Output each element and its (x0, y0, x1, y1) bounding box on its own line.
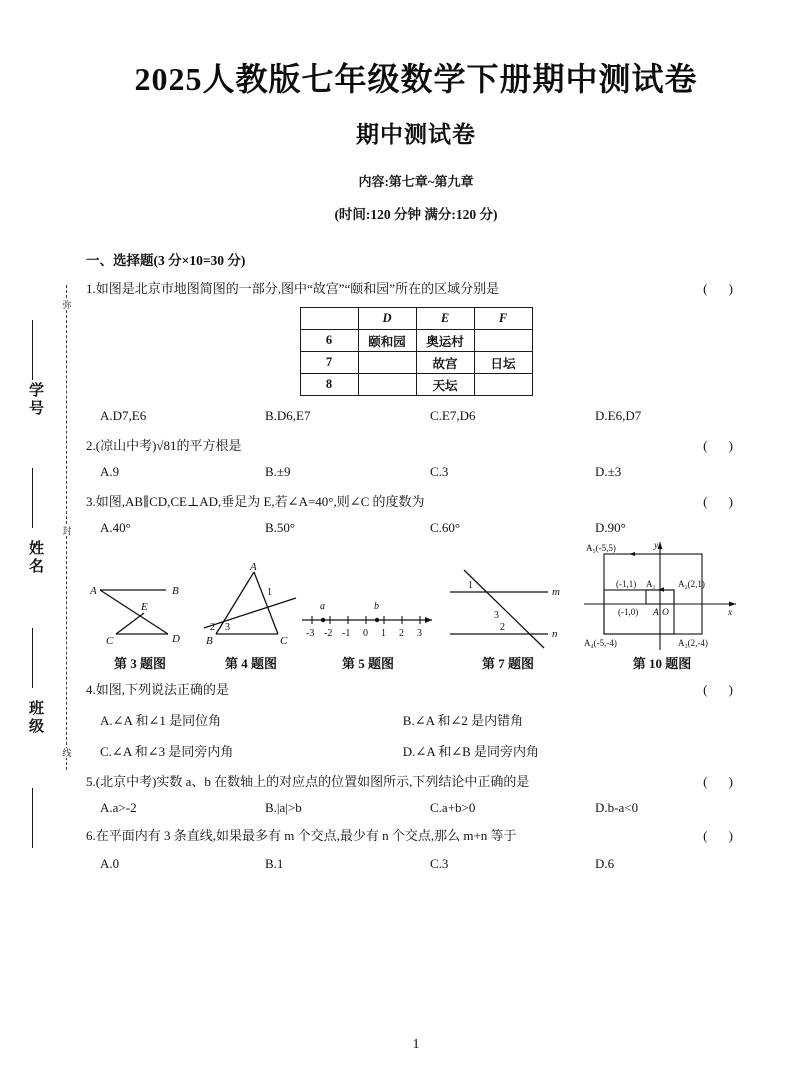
svg-text:A₃(2,-4): A₃(2,-4) (678, 638, 708, 648)
question-3-option-d[interactable]: D.90° (595, 520, 626, 535)
sidebar-label-student-number: 学号 (27, 382, 43, 418)
exam-page (86, 0, 746, 1069)
question-1-option-b[interactable]: B.D6,E7 (265, 408, 311, 423)
question-1-table-wrapper (86, 307, 746, 396)
question-2-options (86, 464, 746, 480)
svg-text:3: 3 (225, 622, 230, 633)
svg-text:b: b (374, 601, 379, 612)
question-1-option-d[interactable]: D.E6,D7 (595, 408, 642, 423)
question-4-option-c[interactable]: C.∠A 和∠3 是同旁内角 (100, 744, 234, 759)
question-2-stem: 2.(凉山中考)√81的平方根是 (86, 438, 242, 453)
question-3-option-c[interactable]: C.60° (430, 520, 461, 535)
question-2-option-b[interactable]: B.±9 (265, 464, 291, 479)
page-title: 2025人教版七年级数学下册期中测试卷 (134, 61, 698, 97)
question-3-option-b[interactable]: B.50° (265, 520, 296, 535)
figure-5-number-line (298, 590, 438, 642)
left-margin-sidebar (0, 0, 78, 1069)
exam-scope-line: 内容:第七章~第九章 (358, 174, 474, 189)
table-corner-cell (300, 308, 358, 330)
question-5 (86, 774, 746, 790)
question-4-option-a[interactable]: A.∠A 和∠1 是同位角 (100, 713, 222, 728)
table-row-index-6: 6 (300, 330, 358, 352)
table-cell-F8 (474, 374, 532, 396)
sidebar-label-name: 姓名 (27, 540, 43, 576)
sidebar-write-rule (32, 788, 33, 848)
question-5-option-d[interactable]: D.b-a<0 (595, 800, 639, 815)
seal-char-mi: 弥 (59, 300, 75, 310)
section-heading-multiple-choice: 一、选择题(3 分×10=30 分) (86, 253, 246, 268)
figure-question-4 (196, 562, 306, 672)
question-4-answer-paren[interactable]: ( ) (703, 682, 742, 697)
question-2 (86, 438, 746, 454)
table-header-D: D (358, 308, 416, 330)
exam-timing-line: (时间:120 分钟 满分:120 分) (334, 207, 498, 222)
svg-text:-3: -3 (306, 628, 315, 639)
question-6 (86, 828, 746, 844)
question-5-option-c[interactable]: C.a+b>0 (430, 800, 476, 815)
sidebar-label-class: 班级 (27, 700, 43, 736)
svg-text:-1: -1 (342, 628, 351, 639)
beijing-map-table (300, 307, 533, 396)
svg-text:(-1,0): (-1,0) (618, 607, 639, 617)
table-row (300, 330, 532, 352)
svg-text:m: m (552, 586, 560, 598)
figure-4-caption: 第 4 题图 (224, 656, 277, 671)
figure-5-caption: 第 5 题图 (341, 656, 394, 671)
sidebar-write-rule (32, 628, 33, 688)
svg-text:C: C (106, 635, 114, 647)
sidebar-write-rule (32, 320, 33, 380)
question-6-option-d[interactable]: D.6 (595, 856, 615, 871)
svg-text:A: A (653, 608, 659, 618)
svg-text:A: A (250, 562, 257, 573)
question-2-option-a[interactable]: A.9 (100, 464, 120, 479)
page-subtitle: 期中测试卷 (356, 122, 476, 147)
question-6-options (86, 856, 746, 872)
svg-text:A₂(2,1): A₂(2,1) (678, 579, 705, 589)
question-5-option-b[interactable]: B.|a|>b (265, 800, 302, 815)
table-cell-E7: 故宫 (416, 352, 474, 374)
question-6-option-b[interactable]: B.1 (265, 856, 284, 871)
svg-text:A₅(-5,5): A₅(-5,5) (586, 543, 616, 553)
figure-question-3 (86, 572, 194, 672)
question-6-option-a[interactable]: A.0 (100, 856, 120, 871)
figure-question-10 (578, 532, 746, 672)
question-4-options-row-2 (86, 741, 746, 760)
figure-7-drawing (444, 564, 572, 652)
question-3 (86, 494, 746, 510)
svg-text:1: 1 (468, 580, 473, 591)
question-5-answer-paren[interactable]: ( ) (703, 774, 742, 789)
table-cell-D6: 颐和园 (358, 330, 416, 352)
table-header-E: E (416, 308, 474, 330)
svg-text:2: 2 (399, 628, 404, 639)
table-row (300, 374, 532, 396)
question-5-option-a[interactable]: A.a>-2 (100, 800, 137, 815)
figure-10-coordinate-drawing (578, 532, 746, 658)
question-4-option-b[interactable]: B.∠A 和∠2 是内错角 (402, 713, 524, 728)
table-cell-E6: 奥运村 (416, 330, 474, 352)
svg-text:D: D (172, 633, 180, 645)
question-1-stem: 1.如图是北京市地图简图的一部分,图中“故宫”“颐和园”所在的区域分别是 (86, 281, 500, 296)
sidebar-write-rule (32, 468, 33, 528)
table-header-F: F (474, 308, 532, 330)
table-cell-F7: 日坛 (474, 352, 532, 374)
question-6-stem: 6.在平面内有 3 条直线,如果最多有 m 个交点,最少有 n 个交点,那么 m+n 等于 (86, 828, 517, 843)
figure-10-caption: 第 10 题图 (632, 656, 692, 671)
question-1-options (86, 408, 746, 424)
svg-text:C: C (280, 635, 288, 647)
svg-text:y: y (654, 541, 659, 551)
svg-text:3: 3 (494, 610, 499, 621)
svg-text:1: 1 (381, 628, 386, 639)
svg-text:a: a (320, 601, 325, 612)
table-row-index-7: 7 (300, 352, 358, 374)
svg-text:B: B (172, 585, 179, 597)
figure-3-drawing (86, 572, 194, 650)
page-number: 1 (412, 1037, 420, 1052)
figure-question-5 (298, 590, 438, 672)
question-5-stem: 5.(北京中考)实数 a、b 在数轴上的对应点的位置如图所示,下列结论中正确的是 (86, 774, 530, 789)
table-cell-D7 (358, 352, 416, 374)
question-5-options (86, 800, 746, 816)
question-4-option-d[interactable]: D.∠A 和∠B 是同旁内角 (402, 744, 540, 759)
question-1-option-a[interactable]: A.D7,E6 (100, 408, 147, 423)
question-2-option-d[interactable]: D.±3 (595, 464, 622, 479)
table-cell-E8: 天坛 (416, 374, 474, 396)
figure-3-caption: 第 3 题图 (113, 656, 166, 671)
question-3-answer-paren[interactable]: ( ) (703, 494, 742, 509)
question-1-answer-paren[interactable]: ( ) (703, 281, 742, 296)
figure-question-7 (444, 564, 572, 672)
table-header-row (300, 308, 532, 330)
svg-text:3: 3 (417, 628, 422, 639)
question-3-option-a[interactable]: A.40° (100, 520, 131, 535)
question-1-option-c[interactable]: C.E7,D6 (430, 408, 476, 423)
svg-text:n: n (552, 628, 558, 640)
question-2-option-c[interactable]: C.3 (430, 464, 449, 479)
svg-text:1: 1 (267, 587, 272, 598)
figure-7-caption: 第 7 题图 (481, 656, 534, 671)
question-4-options-row-1 (86, 710, 746, 729)
svg-text:A₄(-5,-4): A₄(-5,-4) (584, 638, 617, 648)
svg-text:-2: -2 (324, 628, 333, 639)
table-cell-F6 (474, 330, 532, 352)
svg-text:(-1,1): (-1,1) (616, 579, 637, 589)
question-1 (86, 281, 746, 297)
svg-text:2: 2 (210, 622, 215, 633)
svg-text:2: 2 (500, 622, 505, 633)
svg-text:B: B (206, 635, 213, 647)
seal-char-xian: 线 (59, 748, 75, 758)
svg-text:A₁: A₁ (646, 579, 656, 589)
table-cell-D8 (358, 374, 416, 396)
svg-text:E: E (141, 601, 148, 613)
seal-char-feng: 封 (59, 526, 75, 536)
table-row (300, 352, 532, 374)
svg-text:A: A (90, 585, 97, 597)
question-6-answer-paren[interactable]: ( ) (703, 828, 742, 843)
table-row-index-8: 8 (300, 374, 358, 396)
svg-text:O: O (662, 608, 669, 618)
question-2-answer-paren[interactable]: ( ) (703, 438, 742, 453)
question-3-stem: 3.如图,AB∥CD,CE⊥AD,垂足为 E,若∠A=40°,则∠C 的度数为 (86, 494, 425, 509)
question-4 (86, 682, 746, 698)
svg-text:0: 0 (363, 628, 368, 639)
figure-4-drawing (196, 562, 306, 650)
figure-strip (86, 541, 746, 672)
svg-text:x: x (728, 608, 733, 618)
question-6-option-c[interactable]: C.3 (430, 856, 449, 871)
question-4-stem: 4.如图,下列说法正确的是 (86, 682, 230, 697)
